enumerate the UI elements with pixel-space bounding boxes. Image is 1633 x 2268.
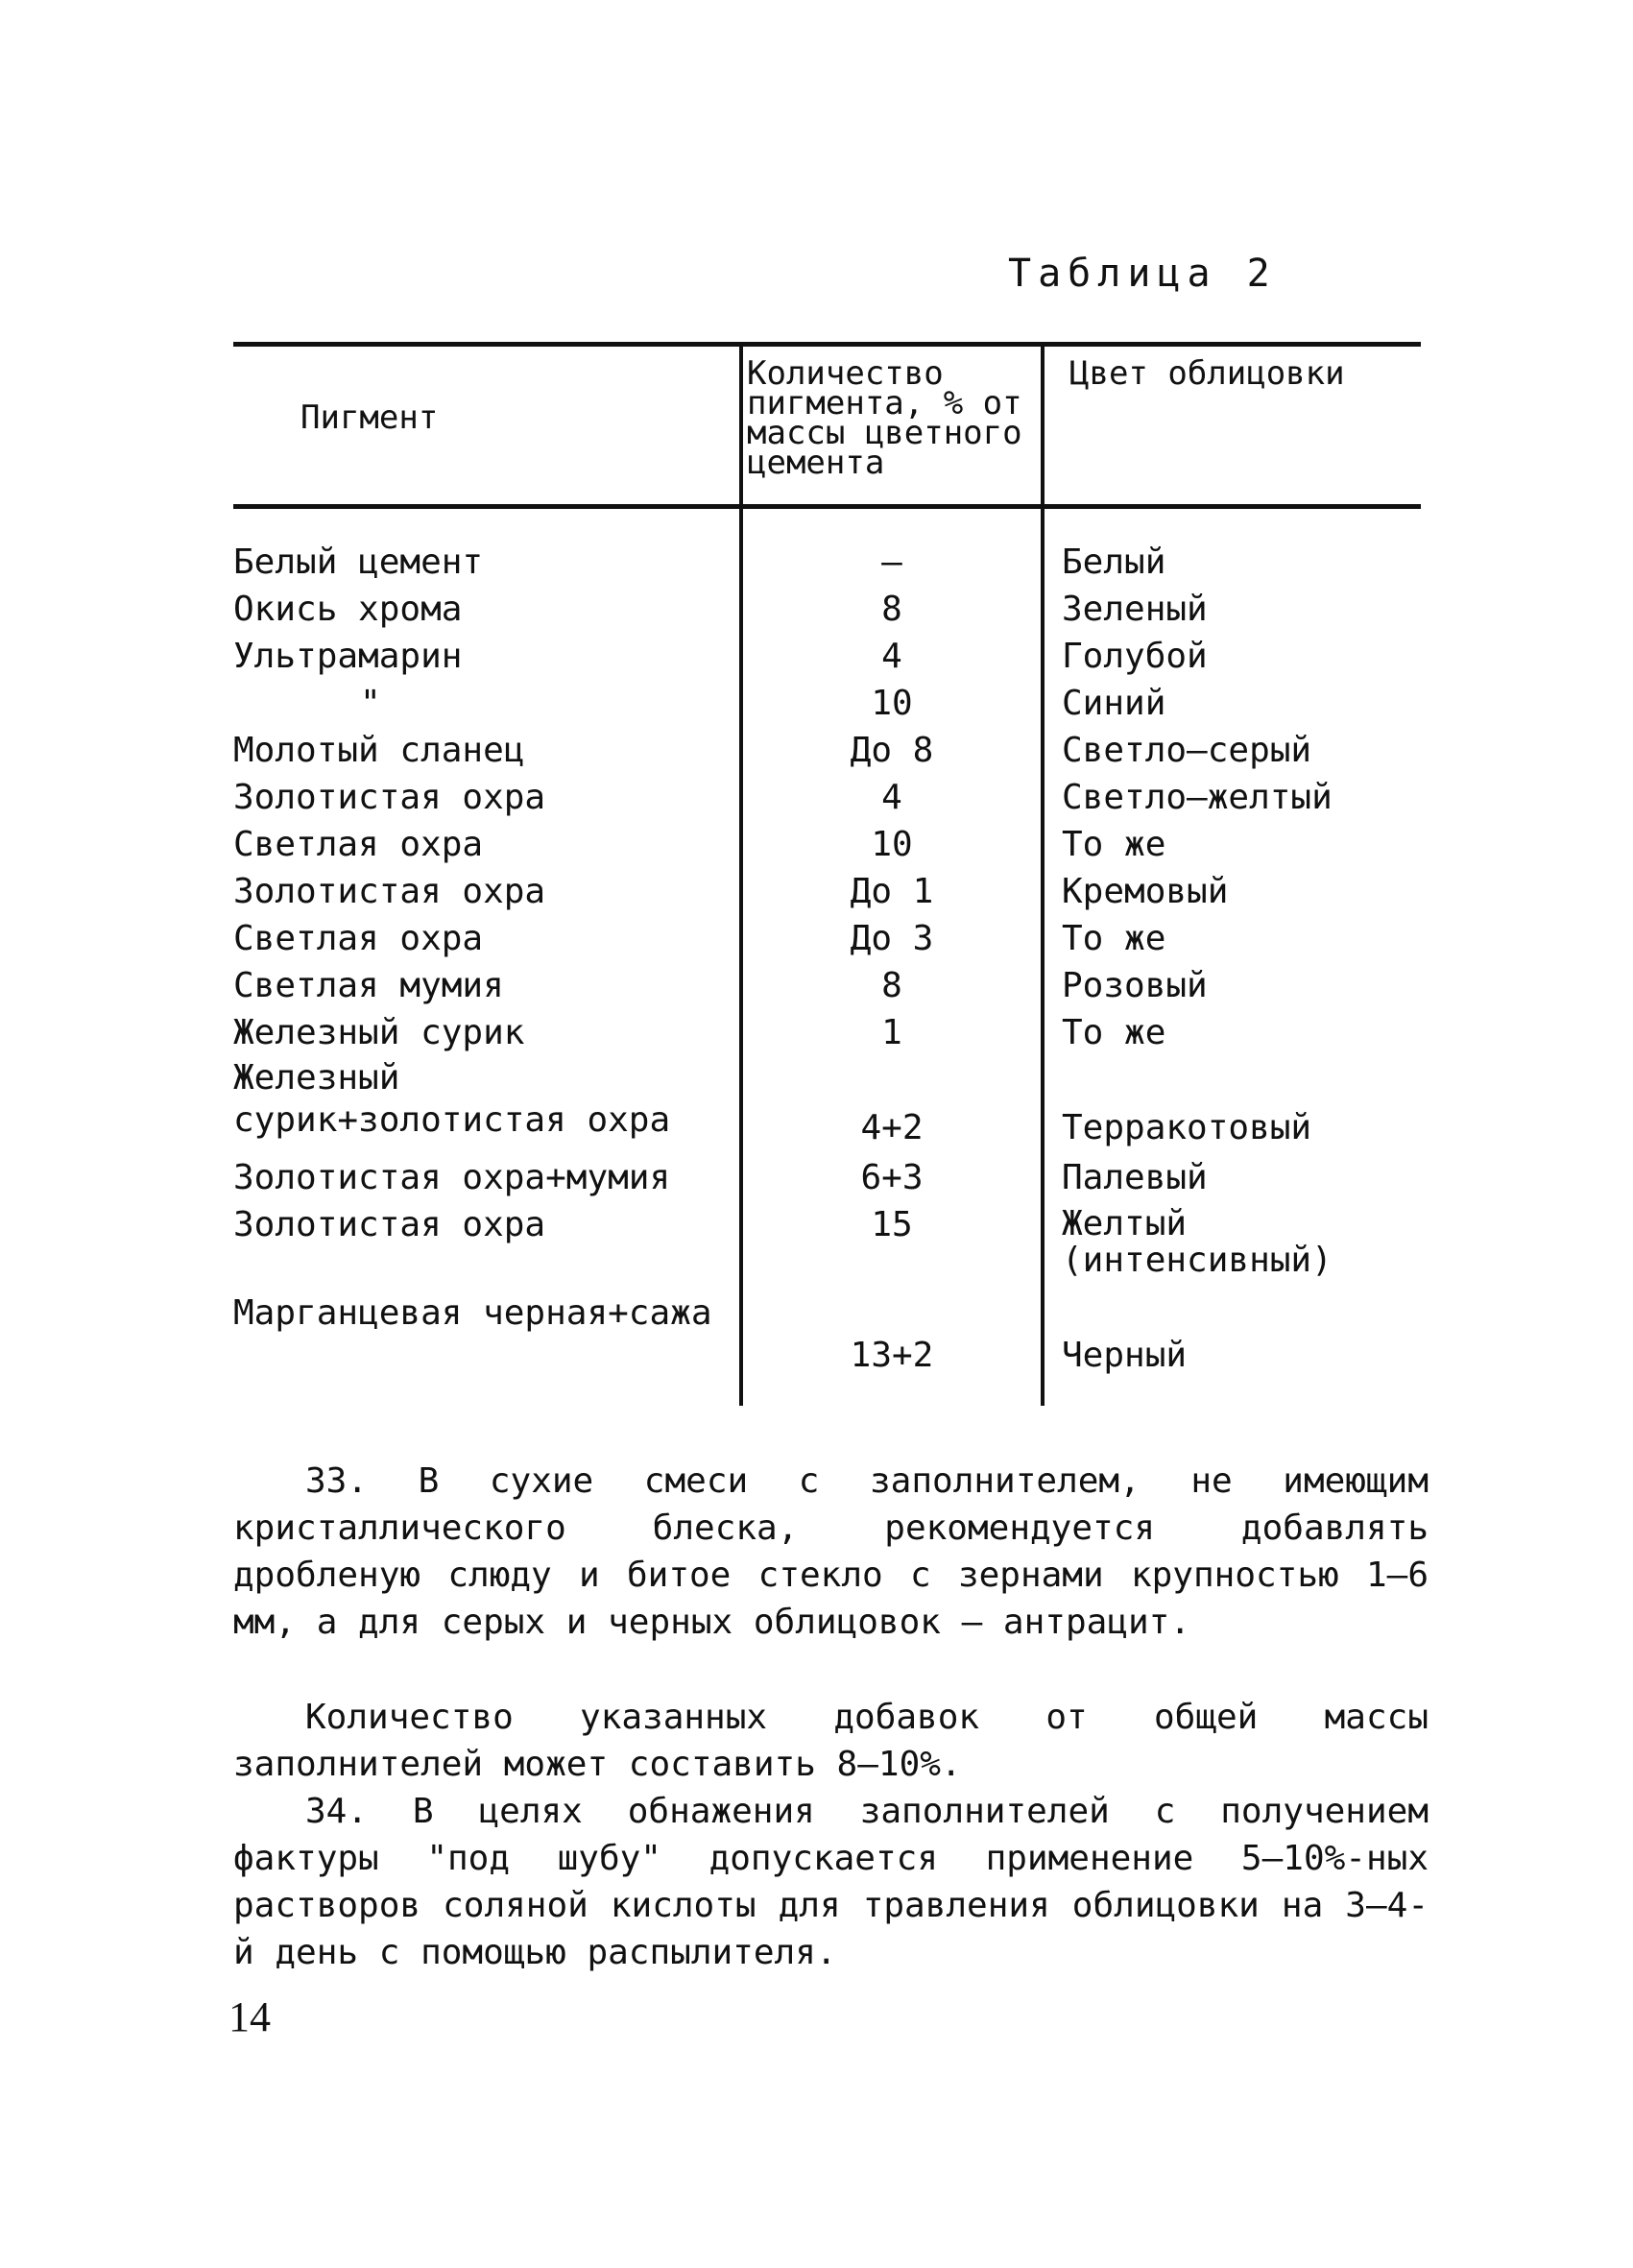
color-cell: Светло–желтый	[1062, 778, 1333, 817]
table-row	[0, 727, 1633, 774]
color-cell: Черный	[1062, 1336, 1188, 1375]
color-cell: Зеленый	[1062, 590, 1208, 629]
pigment-cell: Белый цемент	[233, 543, 484, 582]
table-row	[0, 915, 1633, 962]
color-cell: То же	[1062, 1013, 1166, 1052]
quantity-cell: 4+2	[860, 1108, 924, 1147]
pigment-cell: Железный сурик	[233, 1013, 525, 1052]
quantity-cell: 10	[871, 825, 913, 864]
color-cell: Терракотовый	[1062, 1108, 1312, 1147]
color-cell: Белый	[1062, 543, 1166, 582]
table-top-rule	[233, 342, 1421, 347]
color-cell: То же	[1062, 919, 1166, 958]
table-row	[0, 821, 1633, 868]
color-cell: Желтый (интенсивный)	[1062, 1204, 1333, 1280]
color-cell: Палевый	[1062, 1158, 1208, 1197]
quantity-cell: 4	[881, 637, 902, 676]
pigment-cell: "	[360, 684, 381, 723]
table-row	[0, 680, 1633, 727]
pigment-cell: Золотистая охра	[233, 778, 546, 817]
pigment-cell: Железный сурик+золотистая охра	[233, 1058, 671, 1140]
table-row	[0, 586, 1633, 633]
pigment-cell: Светлая охра	[233, 919, 484, 958]
quantity-cell: –	[881, 543, 902, 582]
pigment-cell: Марганцевая черная+сажа	[233, 1293, 712, 1333]
quantity-cell: 1	[881, 1013, 902, 1052]
pigment-cell: Золотистая охра	[233, 1205, 546, 1244]
quantity-cell: До 8	[850, 731, 934, 770]
color-cell: То же	[1062, 825, 1166, 864]
table-row	[0, 962, 1633, 1009]
color-cell: Кремовый	[1062, 872, 1229, 911]
quantity-cell: 8	[881, 590, 902, 629]
pigment-cell: Светлая мумия	[233, 966, 504, 1005]
quantity-cell: До 1	[850, 872, 934, 911]
color-cell: Розовый	[1062, 966, 1208, 1005]
table-row	[0, 1009, 1633, 1056]
quantity-cell: 8	[881, 966, 902, 1005]
paragraph-33: 33. В сухие смеси с заполнителем, не имеющим кристаллического блеска, рекомендуется добавлять дробленую слюду и битое стекло с зернами крупностью 1–6 мм, а для серых и черных облицовок – антрацит.	[233, 1461, 1429, 1642]
table-header-rule	[233, 504, 1421, 509]
quantity-cell: 15	[871, 1205, 913, 1244]
table-row	[0, 1057, 1633, 1153]
table-row	[0, 774, 1633, 821]
pigment-cell: Ультрамарин	[233, 637, 463, 676]
quantity-cell: 6+3	[860, 1158, 924, 1197]
quantity-cell: 4	[881, 778, 902, 817]
quantity-cell: 10	[871, 684, 913, 723]
paragraph-34: 34. В целях обнажения заполнителей с получением фактуры "под шубу" допускается применение 5–10%-ных растворов соляной кислоты для травления облицовки на 3–4-й день с помощью распылителя.	[233, 1792, 1429, 1972]
quantity-cell: До 3	[850, 919, 934, 958]
table-row	[0, 539, 1633, 586]
table-row	[0, 633, 1633, 680]
pigment-cell: Золотистая охра	[233, 872, 546, 911]
header-color: Цвет облицовки	[1069, 354, 1345, 393]
table-row	[0, 868, 1633, 915]
page-number: 14	[228, 1993, 271, 2040]
table-caption: Таблица 2	[1008, 252, 1277, 296]
pigment-cell: Молотый сланец	[233, 731, 525, 770]
table-row	[0, 1293, 1633, 1392]
pigment-cell: Золотистая охра+мумия	[233, 1158, 671, 1197]
color-cell: Голубой	[1062, 637, 1208, 676]
header-quantity: Количество пигмента, % от массы цветного цемента	[747, 354, 1022, 482]
table-row	[0, 1201, 1633, 1288]
quantity-cell: 13+2	[850, 1336, 934, 1375]
color-cell: Синий	[1062, 684, 1166, 723]
color-cell: Светло–серый	[1062, 731, 1312, 770]
pigment-cell: Светлая охра	[233, 825, 484, 864]
header-pigment: Пигмент	[300, 398, 439, 437]
pigment-cell: Окись хрома	[233, 590, 463, 629]
paragraph-33-continued: Количество указанных добавок от общей массы заполнителей может составить 8–10%.	[233, 1698, 1429, 1784]
table-row	[0, 1154, 1633, 1201]
